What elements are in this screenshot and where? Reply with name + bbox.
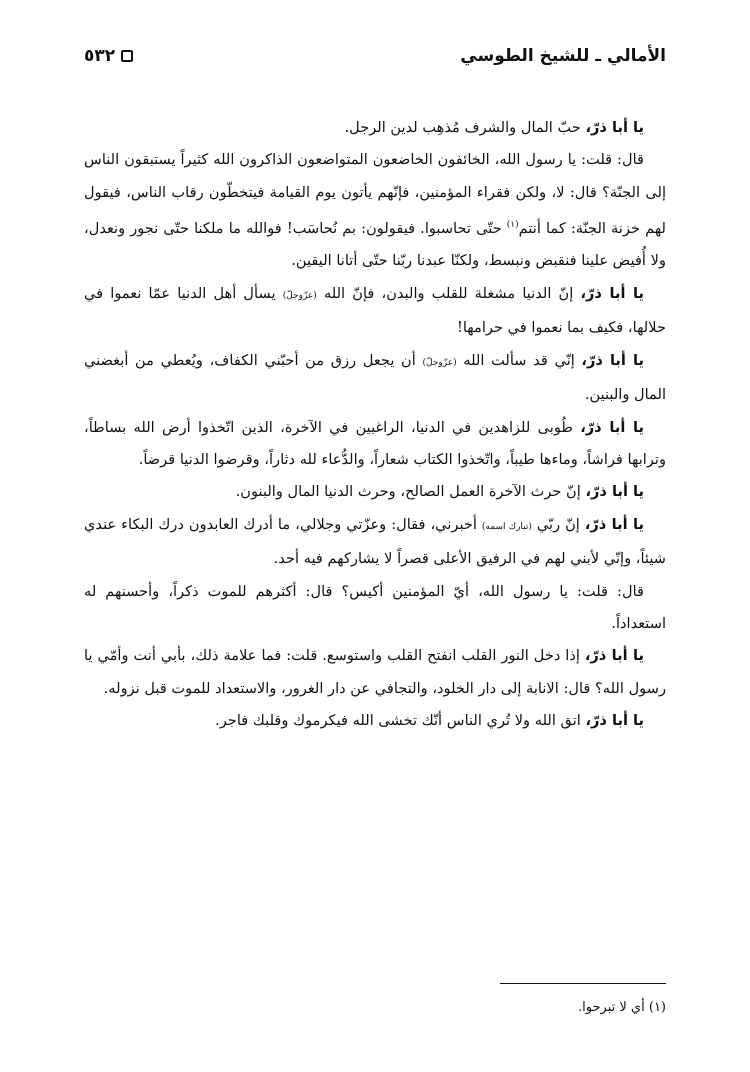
paragraph — [84, 705, 666, 737]
paragraph-text: أن يجعل رزق من أحبّني الكفاف، ويُعطي من أبغضني المال والبنين. — [84, 351, 666, 404]
paragraph — [84, 476, 666, 508]
footnote-divider — [500, 983, 666, 984]
paragraph — [84, 412, 666, 477]
running-title: الأمالي ـ للشيخ الطوسي — [460, 46, 666, 66]
square-icon — [121, 50, 133, 62]
paragraph-text: حبّ المال والشرف مُذهِب لدين الرجل. — [344, 119, 586, 136]
paragraph — [84, 112, 666, 144]
paragraph-text: قال: قلت: يا رسول الله، الخائفون الخاضعون المتواضعون الذاكرون الله كثيراً يستبقون الناس إلى الجنّة؟ قال: لا، ولكن فقراء المؤمنين، فإنّهم يأتون يوم القيامة فيتخطّون رقاب الناس، فيقول لهم خزنة الجنّة: كما أنتم — [84, 151, 666, 238]
page-number: ٥٣٢ — [84, 46, 116, 66]
honorific: (عزّوجلّ) — [282, 290, 317, 301]
paragraph-text: حتّى تحاسبوا. فيقولون: بم نُحاسَب! فوالله ما ملكنا حتّى نجور ونعدل، ولا أُفيض علينا فنقبض ونبسط، ولكنّا عبدنا ربّنا حتّى أتانا اليقين. — [84, 220, 666, 270]
paragraph-text: إنّي قد سألت الله — [456, 351, 582, 369]
paragraph-lead: يا أبا ذرّ، — [580, 418, 644, 436]
paragraph — [84, 278, 666, 345]
paragraph — [84, 640, 666, 705]
paragraph — [84, 345, 666, 412]
footnote: (١) أي لا تبرحوا. — [578, 1000, 666, 1015]
paragraph-text: طُوبى للزاهدين في الدنيا، الراغبين في الآخرة، الذين اتّخذوا أرض الله بساطاً، وترابها فراشاً، وماءها طيباً، واتّخذوا الكتاب شعاراً، والدُّعاء لله دثاراً، وقرضوا الدنيا قرضاً. — [84, 418, 666, 468]
paragraph-text: إذا دخل النور القلب انفتح القلب واستوسع. قلت: فما علامة ذلك، بأبي أنت وأمّي يا رسول الله؟ قال: الانابة إلى دار الخلود، والتجافي عن دار الغرور، والاستعداد للموت قبل نزوله. — [84, 647, 666, 697]
paragraph-lead: يا أبا ذرّ، — [581, 351, 644, 369]
body-text — [84, 112, 666, 738]
paragraph-lead: يا أبا ذرّ، — [584, 515, 644, 533]
paragraph-lead: يا أبا ذرّ، — [585, 712, 644, 730]
paragraph-text: قال: قلت: يا رسول الله، أيّ المؤمنين أكيس؟ قال: أكثرهم للموت ذكراً، وأحسنهم له استعداداً. — [84, 582, 666, 632]
paragraph — [84, 509, 666, 576]
paragraph-text: أخبرني، فقال: وعزّتي وجلالي، ما أدرك العابدون درك البكاء عندي شيئاً، وإنّي لأبني لهم في الرفيق الأعلى قصراً لا يشاركهم فيه أحد. — [84, 515, 666, 568]
paragraph-text: اتق الله ولا تُري الناس أنّك تخشى الله فيكرموك وقلبك فاجر. — [215, 712, 586, 730]
paragraph-text: إنّ حرث الآخرة العمل الصالح، وحرث الدنيا المال والبنون. — [235, 483, 586, 501]
paragraph — [84, 144, 666, 277]
paragraph-lead: يا أبا ذرّ، — [585, 483, 644, 501]
paragraph-text: يسأل أهل الدنيا عمّا نعموا في حلالها، فكيف بما نعموا في حرامها! — [84, 284, 666, 337]
paragraph-lead: يا أبا ذرّ، — [585, 119, 644, 136]
paragraph — [84, 576, 666, 641]
page-number-group — [84, 46, 133, 66]
footnote-marker[interactable]: (١) — [506, 220, 519, 231]
paragraph-lead: يا أبا ذرّ، — [580, 284, 644, 302]
honorific: (عزّوجلّ) — [422, 357, 457, 368]
paragraph-text: إنّ ربّي — [531, 515, 585, 533]
paragraph-text: إنّ الدنيا مشغلة للقلب والبدن، فإنّ الله — [316, 284, 581, 302]
paragraph-lead: يا أبا ذرّ، — [584, 647, 644, 665]
honorific: (تبارك اسمه) — [481, 521, 532, 532]
page-header — [84, 46, 666, 76]
